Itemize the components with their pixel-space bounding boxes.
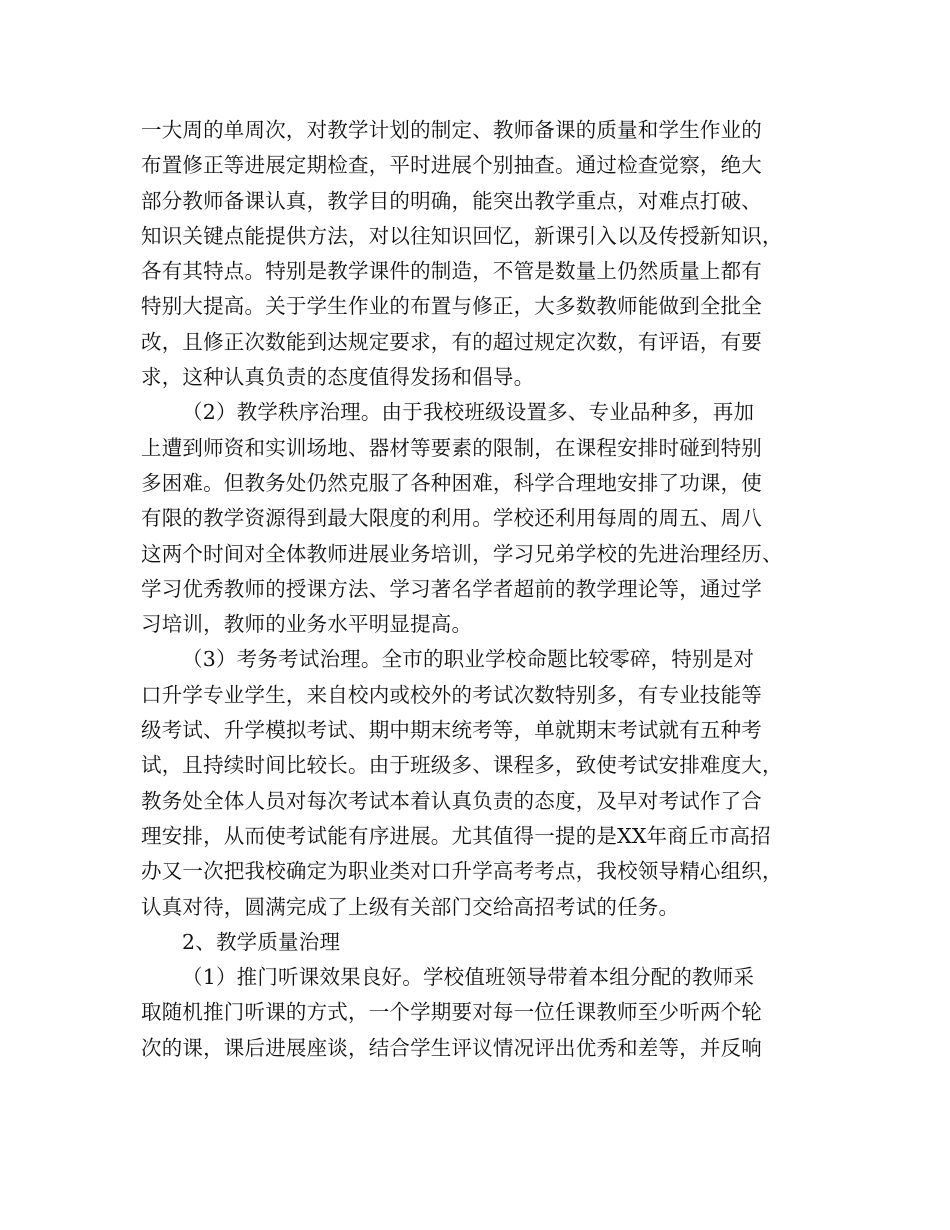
text-line: 一大周的单周次，对教学计划的制定、教师备课的质量和学生作业的 [141,118,762,142]
text-line: 各有其特点。特别是教学课件的制造，不管是数量上仍然质量上都有 [141,259,762,284]
text-line: 级考试、升学模拟考试、期中期末统考等，单就期末考试就有五种考 [141,718,762,743]
text-line: 学习优秀教师的授课方法、学习著名学者超前的教学理论等，通过学 [141,576,762,601]
text-line: 次的课，课后进展座谈，结合学生评议情况评出优秀和差等，并反响 [141,1035,762,1060]
text-line: 认真对待，圆满完成了上级有关部门交给高招考试的任务。 [141,894,680,919]
text-line: 布置修正等进展定期检查，平时进展个别抽查。通过检查觉察，绝大 [141,153,762,178]
text-line: 部分教师备课认真，教学目的明确，能突出教学重点，对难点打破、 [141,188,762,213]
text-line: 改，且修正次数能到达规定要求，有的超过规定次数，有评语，有要 [141,329,762,354]
text-line: 求，这种认真负责的态度值得发扬和倡导。 [141,365,535,390]
document-body [141,113,841,1066]
text-line: 上遭到师资和实训场地、器材等要素的限制，在课程安排时碰到特别 [141,435,762,460]
text-line: 特别大提高。关于学生作业的布置与修正，大多数教师能做到全批全 [141,294,762,319]
text-line: 多困难。但教务处仍然克服了各种困难，科学合理地安排了功课，使 [141,470,762,495]
text-line: 知识关键点能提供方法，对以往知识回忆，新课引入以及传授新知识， [141,223,783,248]
text-line: 有限的教学资源得到最大限度的利用。学校还利用每周的周五、周八 [141,506,762,531]
text-line: （3）考务考试治理。全市的职业学校命题比较零碎，特别是对 [182,647,755,672]
text-line: （2）教学秩序治理。由于我校班级设置多、专业品种多，再加 [182,400,755,425]
text-line: 习培训，教师的业务水平明显提高。 [141,612,473,637]
text-line: 这两个时间对全体教师进展业务培训，学习兄弟学校的先进治理经历、 [141,541,783,566]
text-line: 教务处全体人员对每次考试本着认真负责的态度，及早对考试作了合 [141,788,762,813]
text-line: 理安排，从而使考试能有序进展。尤其值得一提的是XX年商丘市高招 [141,823,771,848]
text-line: 2、教学质量治理 [182,929,341,954]
text-line: 办又一次把我校确定为职业类对口升学高考考点，我校领导精心组织， [141,859,783,884]
text-line: 试，且持续时间比较长。由于班级多、课程多，致使考试安排难度大， [141,753,783,778]
text-line: （1）推门听课效果良好。学校值班领导带着本组分配的教师采 [182,965,755,990]
text-line: 取随机推门听课的方式，一个学期要对每一位任课教师至少听两个轮 [141,1000,762,1025]
text-line: 口升学专业学生，来自校内或校外的考试次数特别多，有专业技能等 [141,682,762,707]
